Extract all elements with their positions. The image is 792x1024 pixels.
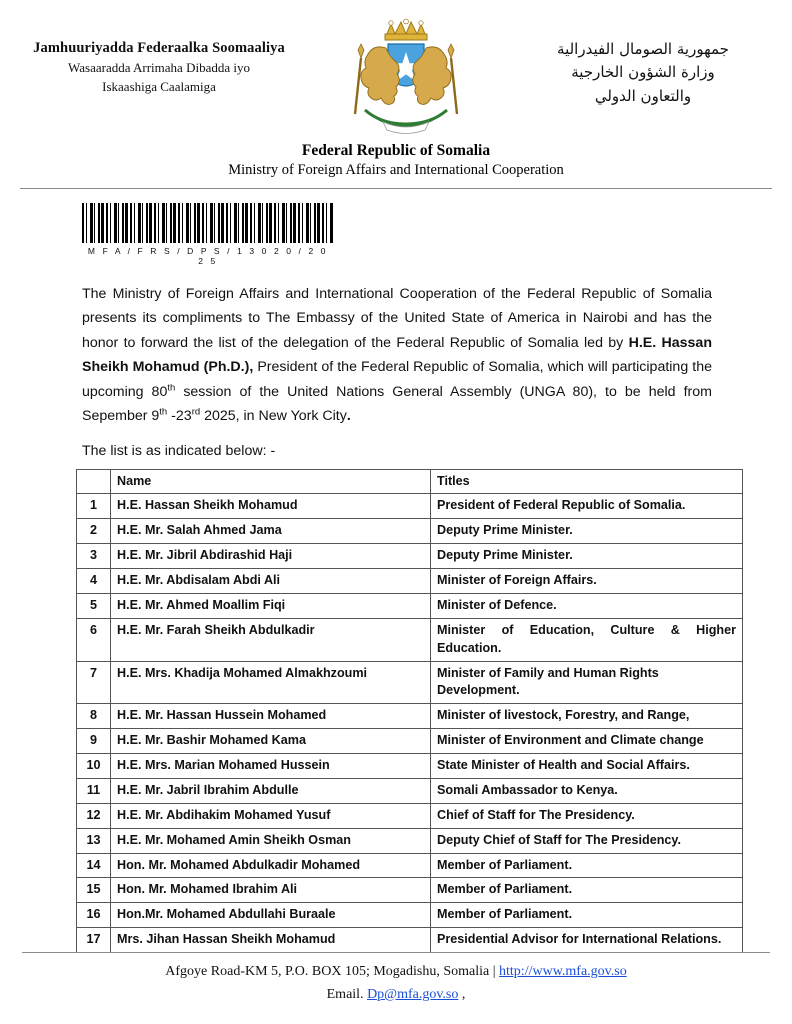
- table-row: [77, 778, 743, 803]
- table-row: [77, 878, 743, 903]
- footer-address-text: Afgoye Road-KM 5, P.O. BOX 105; Mogadishu, Somalia |: [165, 964, 500, 980]
- footer-address-line: [18, 961, 774, 983]
- body-text-period: .: [346, 408, 351, 425]
- cell-index: 15: [77, 878, 111, 903]
- cell-name: H.E. Mr. Bashir Mohamed Kama: [111, 729, 431, 754]
- cell-title: Presidential Advisor for International Relations.: [431, 928, 743, 953]
- cell-title: Minister of Family and Human Rights Development.: [431, 661, 743, 704]
- body-text-ordinal-rd: rd: [191, 406, 201, 418]
- cell-title: Member of Parliament.: [431, 878, 743, 903]
- header-divider: [20, 188, 772, 189]
- table-row: [77, 903, 743, 928]
- footer-email-trailing: ,: [458, 986, 466, 1002]
- table-row: [77, 828, 743, 853]
- document-footer: [18, 952, 774, 1006]
- arabic-title-line-2: وزارة الشؤون الخارجية: [571, 63, 715, 82]
- table-row: [77, 618, 743, 661]
- table-row: [77, 704, 743, 729]
- cell-name: H.E. Mrs. Marian Mohamed Hussein: [111, 754, 431, 779]
- cell-name: Hon. Mr. Mohamed Abdulkadir Mohamed: [111, 853, 431, 878]
- table-row: [77, 544, 743, 569]
- table-header-row: [77, 469, 743, 494]
- table-row: [77, 803, 743, 828]
- cell-title: Member of Parliament.: [431, 903, 743, 928]
- footer-email-line: [18, 984, 774, 1006]
- cell-title: Deputy Prime Minister.: [431, 544, 743, 569]
- cell-index: 10: [77, 754, 111, 779]
- cell-index: 13: [77, 828, 111, 853]
- cell-index: 11: [77, 778, 111, 803]
- table-row: [77, 661, 743, 704]
- body-text-ordinal-th: th: [167, 381, 176, 393]
- cell-index: 2: [77, 519, 111, 544]
- body-text-part-5: 2025, in New York City: [200, 408, 347, 425]
- footer-website-link[interactable]: http://www.mfa.gov.so: [499, 964, 627, 980]
- cell-title: Minister of Environment and Climate change: [431, 729, 743, 754]
- cell-title: Minister of Foreign Affairs.: [431, 569, 743, 594]
- cell-index: 4: [77, 569, 111, 594]
- body-text-part-4: -23: [167, 408, 192, 425]
- body-text-part-1: The Ministry of Foreign Affairs and International Cooperation of the Federal Republic of Somalia presents its compliments to The Embassy of the United State of America in Nairobi and has the honor to forward the list of the delegation of the Federal Republic of Somalia led by: [82, 286, 712, 351]
- cell-index: 3: [77, 544, 111, 569]
- footer-email-label: Email.: [326, 986, 368, 1002]
- list-intro-line: The list is as indicated below: -: [82, 442, 276, 459]
- cell-index: 1: [77, 494, 111, 519]
- cell-index: 9: [77, 729, 111, 754]
- cell-name: H.E. Hassan Sheikh Mohamud: [111, 494, 431, 519]
- letterhead: [18, 10, 774, 140]
- footer-email-link[interactable]: Dp@mfa.gov.so: [367, 986, 459, 1002]
- somali-title-line-2: Wasaaradda Arrimaha Dibadda iyo: [68, 60, 250, 75]
- column-header-titles: Titles: [431, 469, 743, 494]
- body-text-part-3: session of the United Nations General Assembly (UNGA 80), to be held from Sepember 9: [82, 383, 712, 425]
- arabic-title-line-1: جمهورية الصومال الفيدرالية: [557, 40, 729, 58]
- letter-body-paragraph: [82, 282, 712, 429]
- cell-index: 12: [77, 803, 111, 828]
- emblem-container: [311, 18, 501, 140]
- cell-name: H.E. Mr. Hassan Hussein Mohamed: [111, 704, 431, 729]
- somali-title-line-1: Jamhuuriyadda Federaalka Soomaaliya: [33, 40, 285, 56]
- cell-index: 16: [77, 903, 111, 928]
- cell-title: Chief of Staff for The Presidency.: [431, 803, 743, 828]
- cell-index: 14: [77, 853, 111, 878]
- table-row: [77, 494, 743, 519]
- cell-name: Hon. Mr. Mohamed Ibrahim Ali: [111, 878, 431, 903]
- table-row: [77, 754, 743, 779]
- cell-title: Minister of Education, Culture & Higher Education.: [431, 618, 743, 661]
- cell-name: H.E. Mrs. Khadija Mohamed Almakhzoumi: [111, 661, 431, 704]
- cell-title: State Minister of Health and Social Affairs.: [431, 754, 743, 779]
- cell-title: Member of Parliament.: [431, 853, 743, 878]
- cell-title: Minister of livestock, Forestry, and Range,: [431, 704, 743, 729]
- table-row: [77, 729, 743, 754]
- cell-index: 6: [77, 618, 111, 661]
- column-header-name: Name: [111, 469, 431, 494]
- barcode-reference-label: M F A / F R S / D P S / 1 3 0 2 0 / 2 0 2 5: [87, 246, 329, 266]
- cell-name: H.E. Mr. Salah Ahmed Jama: [111, 519, 431, 544]
- body-text-ordinal-th-2: th: [159, 406, 168, 418]
- table-row: [77, 519, 743, 544]
- column-header-index: [77, 469, 111, 494]
- table-row: [77, 593, 743, 618]
- cell-name: H.E. Mr. Ahmed Moallim Fiqi: [111, 593, 431, 618]
- delegation-table: [76, 469, 743, 954]
- cell-title: Deputy Prime Minister.: [431, 519, 743, 544]
- body-text-part-2: President of the Federal Republic of Somalia, which will participating the upcoming 80: [82, 359, 712, 400]
- footer-divider: [22, 952, 770, 953]
- country-title: Federal Republic of Somalia: [301, 142, 491, 159]
- delegation-table-body: [77, 494, 743, 953]
- cell-name: H.E. Mr. Abdisalam Abdi Ali: [111, 569, 431, 594]
- somali-title-line-3: Iskaashiga Caalamiga: [102, 79, 216, 94]
- cell-name: Mrs. Jihan Hassan Sheikh Mohamud: [111, 928, 431, 953]
- cell-title: Minister of Defence.: [431, 593, 743, 618]
- cell-title: Somali Ambassador to Kenya.: [431, 778, 743, 803]
- cell-title: Deputy Chief of Staff for The Presidency.: [431, 828, 743, 853]
- cell-title: President of Federal Republic of Somalia.: [431, 494, 743, 519]
- cell-name: H.E. Mr. Mohamed Amin Sheikh Osman: [111, 828, 431, 853]
- letterhead-somali-block: [24, 18, 294, 95]
- letterhead-arabic-block: [518, 18, 768, 108]
- cell-name: H.E. Mr. Jabril Ibrahim Abdulle: [111, 778, 431, 803]
- cell-index: 17: [77, 928, 111, 953]
- cell-index: 7: [77, 661, 111, 704]
- cell-name: H.E. Mr. Jibril Abdirashid Haji: [111, 544, 431, 569]
- cell-index: 5: [77, 593, 111, 618]
- cell-name: Hon.Mr. Mohamed Abdullahi Buraale: [111, 903, 431, 928]
- barcode-icon: [82, 203, 334, 243]
- cell-index: 8: [77, 704, 111, 729]
- cell-name: H.E. Mr. Farah Sheikh Abdulkadir: [111, 618, 431, 661]
- ministry-title: Ministry of Foreign Affairs and International Cooperation: [228, 162, 564, 178]
- table-row: [77, 853, 743, 878]
- body-text-president-name: H.E. Hassan Sheikh Mohamud (Ph.D.),: [82, 334, 712, 376]
- somalia-coat-of-arms-icon: [331, 18, 481, 140]
- letterhead-english-titles: [18, 142, 774, 179]
- table-row: [77, 569, 743, 594]
- barcode-block: [82, 203, 334, 266]
- cell-name: H.E. Mr. Abdihakim Mohamed Yusuf: [111, 803, 431, 828]
- arabic-title-line-3: والتعاون الدولي: [594, 86, 692, 105]
- table-row: [77, 928, 743, 953]
